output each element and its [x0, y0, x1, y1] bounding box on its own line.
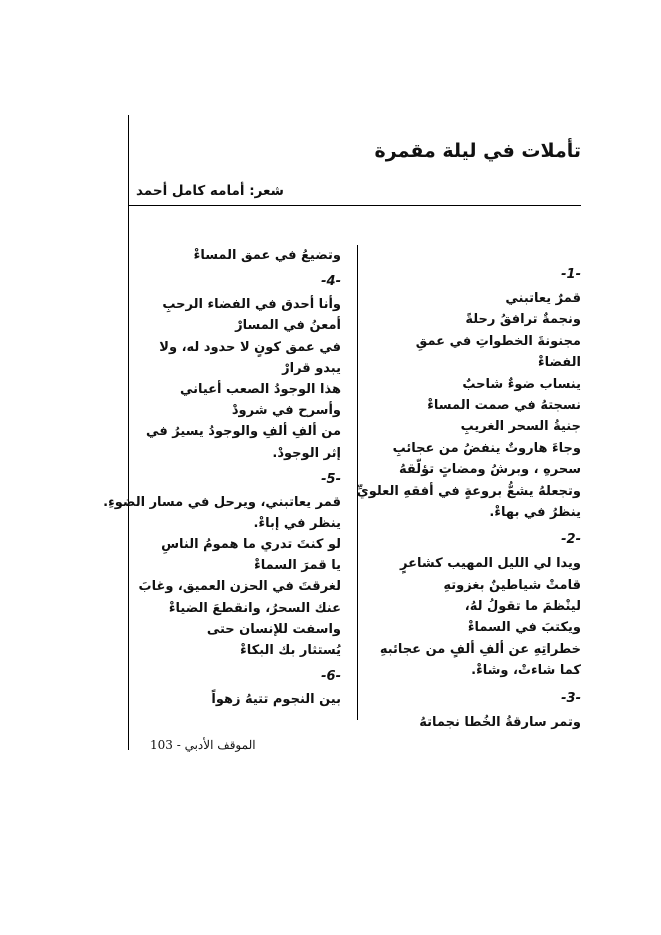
poem-line: جنيةُ السحر الغريبِ	[460, 419, 581, 435]
poem-line: لو كنتَ تدري ما همومُ الناسِ	[161, 537, 341, 553]
page-footer: الموقف الأدبي - 103	[150, 738, 256, 752]
poem-title: تأملات في ليلة مقمرة	[374, 140, 581, 162]
poem-line: وأنا أحدق في الفضاء الرحبِ	[162, 297, 341, 313]
poem-line: وتضيعُ في عمق المساءْ	[193, 248, 341, 263]
stanza-number: -2-	[561, 532, 581, 548]
poem-line: خطراتِهِ عن ألفِ ألفٍ من عجائبهِ	[379, 641, 581, 657]
poem-line: ينظرُ في بهاءْ.	[489, 504, 581, 520]
stanza-number: -5-	[321, 471, 341, 487]
poem-line: لغرقتَ في الحزن العميق، وغابَ	[138, 579, 341, 595]
poem-line: لينْظمَ ما تقولُ لهُ،	[464, 599, 581, 615]
poem-line: قمرٌ يعاتبني	[505, 291, 581, 306]
poem-line: يُستثار بك البكاءْ	[240, 643, 341, 658]
poem-line: وتمر سارقةُ الخُطا نجماتهُ	[419, 714, 581, 730]
poem-line: سحرهِ ، وبرشُ ومضاتٍ تؤلّقهُ	[399, 462, 581, 478]
poem-line: قمر يعاتبني، ويرحل في مسار الضوءِ.	[103, 494, 341, 510]
poem-line: وجاءَ هاروتٌ ينفضُ من عجائبِ	[392, 440, 581, 456]
poem-line: بين النجوم تتيهُ زهواً	[211, 692, 341, 708]
poem-line: أمعنُ في المسارْ	[235, 318, 341, 334]
poem-line: ينظر في إباءْ.	[253, 515, 341, 531]
poem-line: ويكتبَ في السماءْ	[467, 620, 581, 636]
poem-line: نسجتهُ في صمت المساءْ	[427, 397, 581, 413]
poem-line: في عمق كونٍ لا حدود له، ولا	[159, 339, 341, 355]
stanza-number: -3-	[561, 690, 581, 706]
poem-line: واسفت للإنسان حتى	[206, 621, 341, 637]
poem-line: ينساب ضوءٌ شاحبٌ	[462, 376, 581, 392]
poem-line: إثر الوجودْ.	[272, 445, 341, 461]
poem-line: قامتْ شياطينٌ بغزوتهِ	[443, 577, 581, 593]
poem-line: مجنونةَ الخطواتِ في عمقِ	[415, 333, 581, 349]
poem-line: من ألفِ ألفِ والوجودُ يسيرُ في	[146, 424, 341, 440]
poem-line: هذا الوجودُ الصعب أعياني	[179, 381, 341, 397]
poem-line: يبدو قرارْ	[282, 360, 341, 376]
author-underline-rule	[128, 205, 581, 206]
poem-line: كما شاءتْ، وشاءْ.	[471, 663, 581, 679]
poem-line: الفضاءْ	[537, 355, 581, 371]
poem-line: وأسرح في شرودْ	[231, 403, 341, 419]
poem-line: عنك السحرُ، وانقطعَ الضياءْ	[168, 600, 341, 616]
poem-line: ونجمةٌ ترافقُ رحلةً	[465, 312, 581, 328]
stanza-number: -4-	[321, 274, 341, 290]
poem-right-column	[356, 258, 581, 733]
poem-author: شعر: أمامه كامل أحمد	[136, 183, 284, 199]
left-border-rule	[128, 115, 129, 750]
stanza-number: -1-	[561, 267, 581, 282]
poem-line: يا قمرَ السماءْ	[254, 558, 341, 574]
poem-line: وتجعلهُ يشعُّ بروعةٍ في أفقهِ العلويِّ	[356, 483, 581, 499]
poem-left-column	[103, 245, 341, 710]
poem-line: ويدا لي الليل المهيب كشاعرٍ	[400, 556, 581, 572]
stanza-number: -6-	[321, 669, 341, 685]
